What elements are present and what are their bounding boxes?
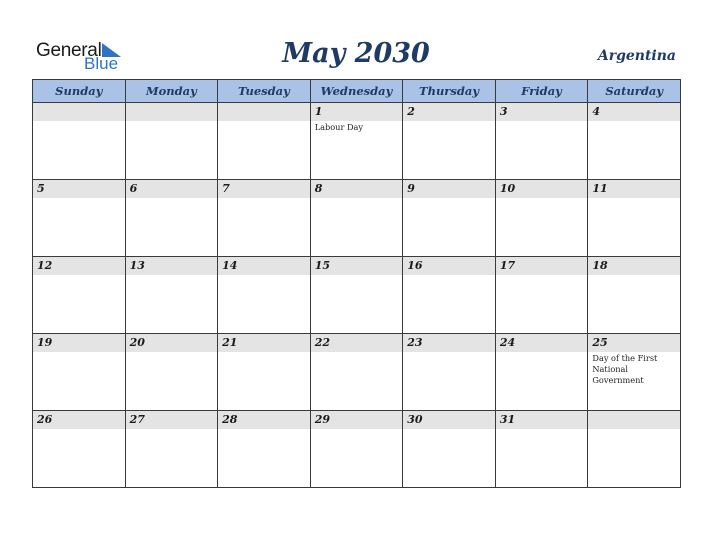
day-cell xyxy=(33,103,126,180)
day-cell xyxy=(495,334,588,411)
country-label: Argentina xyxy=(597,48,676,64)
day-number: 1 xyxy=(311,103,403,121)
weekday-header-row xyxy=(33,80,681,103)
day-number: 27 xyxy=(126,411,218,429)
calendar-grid xyxy=(32,79,681,488)
day-cell xyxy=(310,334,403,411)
day-cell xyxy=(403,334,496,411)
day-cell xyxy=(218,411,311,488)
day-cell xyxy=(218,103,311,180)
day-cell xyxy=(588,411,681,488)
day-number: 25 xyxy=(588,334,680,352)
day-number: 22 xyxy=(311,334,403,352)
day-number: 16 xyxy=(403,257,495,275)
day-cell xyxy=(33,334,126,411)
week-row xyxy=(33,103,681,180)
day-number: 15 xyxy=(311,257,403,275)
day-number: 26 xyxy=(33,411,125,429)
day-cell xyxy=(495,257,588,334)
day-number xyxy=(126,103,218,121)
day-number xyxy=(588,411,680,429)
weekday-monday: Monday xyxy=(125,80,218,103)
day-number: 23 xyxy=(403,334,495,352)
day-number: 4 xyxy=(588,103,680,121)
weekday-friday: Friday xyxy=(495,80,588,103)
day-cell xyxy=(125,103,218,180)
day-number: 11 xyxy=(588,180,680,198)
week-row xyxy=(33,257,681,334)
day-cell xyxy=(310,103,403,180)
day-cell xyxy=(403,103,496,180)
day-cell xyxy=(33,180,126,257)
day-cell xyxy=(310,257,403,334)
day-number: 9 xyxy=(403,180,495,198)
day-cell xyxy=(33,411,126,488)
holiday-label: Day of the First National Government xyxy=(592,353,658,385)
day-number: 14 xyxy=(218,257,310,275)
day-cell xyxy=(588,257,681,334)
day-cell xyxy=(33,257,126,334)
day-cell xyxy=(495,180,588,257)
day-cell xyxy=(495,411,588,488)
day-cell xyxy=(310,180,403,257)
day-number: 6 xyxy=(126,180,218,198)
day-number: 18 xyxy=(588,257,680,275)
calendar-title: May 2030 xyxy=(282,38,430,69)
weekday-thursday: Thursday xyxy=(403,80,496,103)
day-number: 24 xyxy=(496,334,588,352)
day-number: 2 xyxy=(403,103,495,121)
day-number: 5 xyxy=(33,180,125,198)
day-number: 30 xyxy=(403,411,495,429)
weekday-sunday: Sunday xyxy=(33,80,126,103)
day-cell xyxy=(588,180,681,257)
day-number xyxy=(33,103,125,121)
day-cell xyxy=(588,103,681,180)
day-number: 20 xyxy=(126,334,218,352)
day-cell xyxy=(125,257,218,334)
weekday-wednesday: Wednesday xyxy=(310,80,403,103)
day-number: 13 xyxy=(126,257,218,275)
day-number: 10 xyxy=(496,180,588,198)
day-cell xyxy=(125,180,218,257)
day-number: 29 xyxy=(311,411,403,429)
day-cell xyxy=(403,411,496,488)
day-number: 19 xyxy=(33,334,125,352)
day-cell xyxy=(403,180,496,257)
day-number: 8 xyxy=(311,180,403,198)
day-cell xyxy=(218,334,311,411)
week-row xyxy=(33,334,681,411)
day-number: 31 xyxy=(496,411,588,429)
day-number: 7 xyxy=(218,180,310,198)
day-cell xyxy=(125,411,218,488)
day-number: 21 xyxy=(218,334,310,352)
day-number xyxy=(218,103,310,121)
day-cell xyxy=(218,257,311,334)
day-number: 28 xyxy=(218,411,310,429)
day-cell xyxy=(588,334,681,411)
logo-blue-text: Blue xyxy=(84,54,119,73)
day-cell xyxy=(218,180,311,257)
holiday-label: Labour Day xyxy=(314,122,364,132)
week-row xyxy=(33,411,681,488)
day-number: 3 xyxy=(496,103,588,121)
day-cell xyxy=(403,257,496,334)
day-cell xyxy=(310,411,403,488)
logo-general-text: General xyxy=(36,40,102,61)
day-number: 12 xyxy=(33,257,125,275)
weekday-tuesday: Tuesday xyxy=(218,80,311,103)
day-cell xyxy=(125,334,218,411)
day-number: 17 xyxy=(496,257,588,275)
day-cell xyxy=(495,103,588,180)
week-row xyxy=(33,180,681,257)
weekday-saturday: Saturday xyxy=(588,80,681,103)
